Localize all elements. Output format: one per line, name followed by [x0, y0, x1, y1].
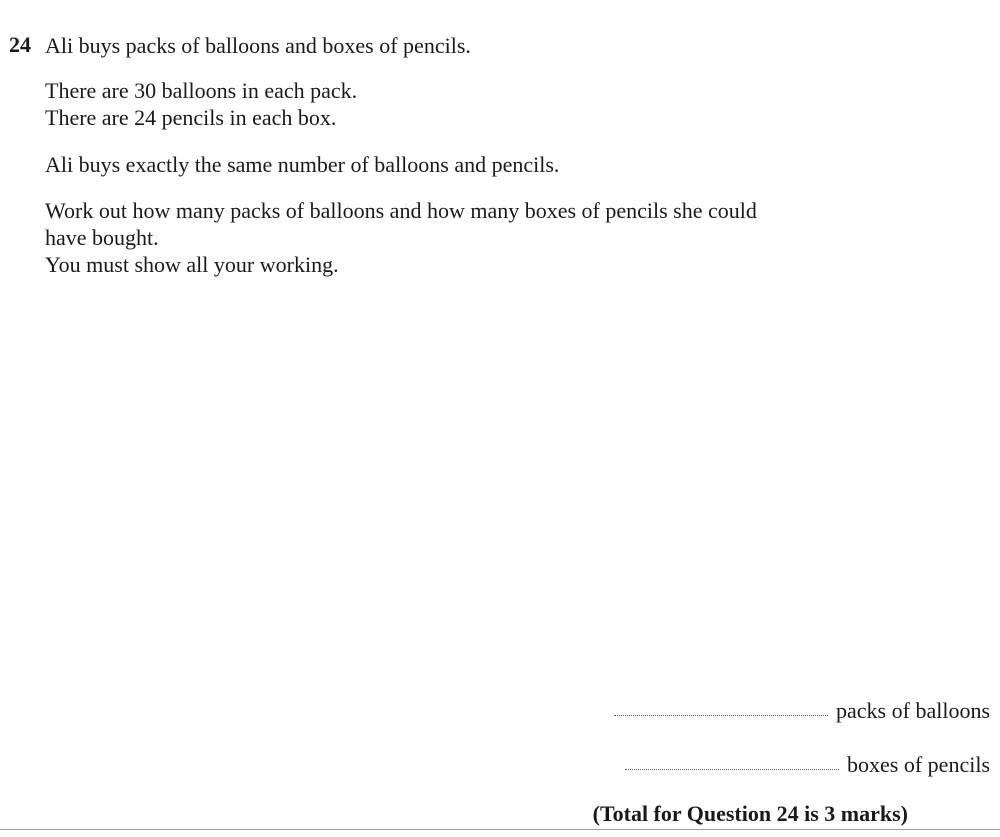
- answer-row-balloons: [614, 697, 990, 724]
- answer-label-balloons: packs of balloons: [836, 698, 990, 723]
- question-condition: Ali buys exactly the same number of balloons and pencils.: [45, 152, 560, 177]
- answer-field-pencils[interactable]: [625, 768, 839, 770]
- question-instruction: You must show all your working.: [45, 252, 339, 277]
- question-task-line-2: have bought.: [45, 225, 159, 250]
- fact-balloons: There are 30 balloons in each pack.: [45, 78, 358, 103]
- question-intro: Ali buys packs of balloons and boxes of pencils.: [45, 33, 471, 58]
- fact-pencils: There are 24 pencils in each box.: [45, 105, 337, 130]
- answer-row-pencils: [625, 751, 990, 778]
- answer-label-pencils: boxes of pencils: [847, 752, 990, 777]
- question-task-line-1: Work out how many packs of balloons and how many boxes of pencils she could: [45, 198, 757, 223]
- total-marks: (Total for Question 24 is 3 marks): [592, 801, 908, 826]
- answer-field-balloons[interactable]: [614, 714, 828, 716]
- bottom-divider: [0, 829, 1000, 830]
- question-number: 24: [9, 32, 31, 57]
